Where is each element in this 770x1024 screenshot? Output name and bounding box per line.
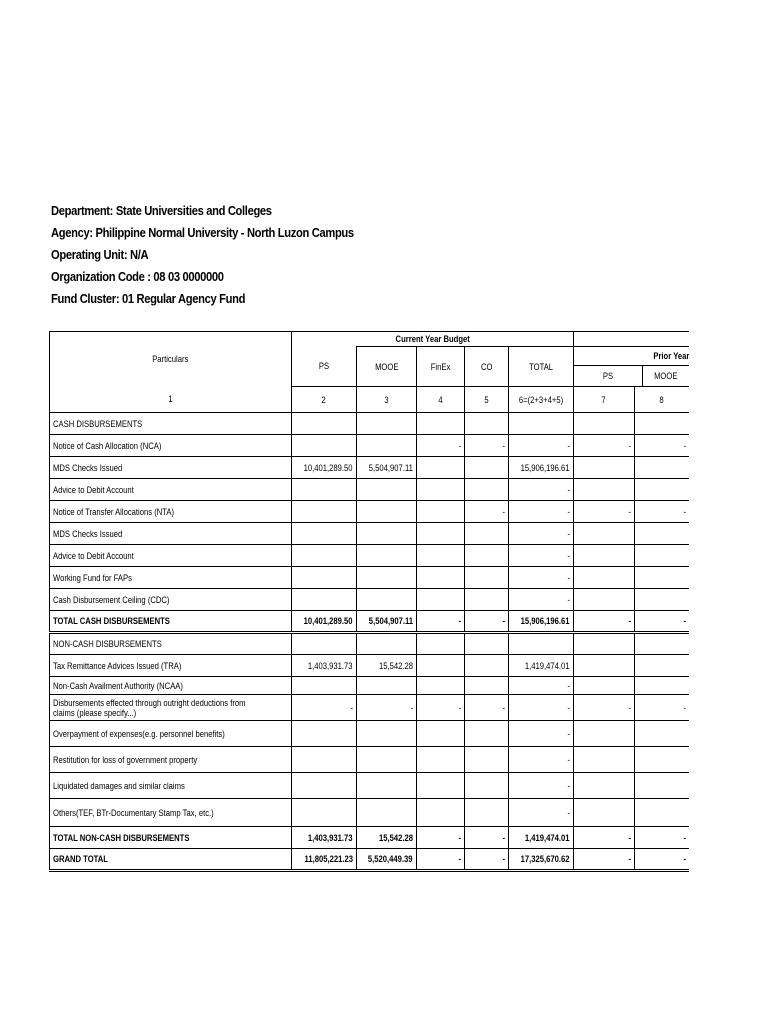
cell-ps: [292, 747, 357, 773]
cell-finex: -: [416, 611, 464, 633]
col-header-ps: PS: [292, 347, 357, 387]
table-row: [50, 545, 690, 567]
cell-pmooe: [634, 721, 689, 747]
table-row: [50, 523, 690, 545]
row-label: TOTAL CASH DISBURSEMENTS: [50, 611, 292, 633]
cell-co: [465, 457, 509, 479]
cell-total: [509, 633, 574, 655]
table-row: [50, 479, 690, 501]
cell-co: [465, 677, 509, 695]
cell-ps: [292, 479, 357, 501]
total-noncash-row: [50, 827, 690, 849]
prior-year-header-spacer: [573, 332, 689, 347]
table-row: [50, 747, 690, 773]
cell-ps: [292, 589, 357, 611]
cell-total: 15,906,196.61: [509, 457, 574, 479]
budget-table-body: [50, 413, 690, 871]
cell-mooe: [356, 501, 416, 523]
table-row: [50, 773, 690, 799]
cell-pps: [573, 523, 634, 545]
cell-finex: [416, 523, 464, 545]
cell-co: [465, 479, 509, 501]
cell-finex: [416, 799, 464, 827]
cell-pps: -: [573, 435, 634, 457]
cell-ps: 10,401,289.50: [292, 457, 357, 479]
cell-pmooe: -: [634, 435, 689, 457]
cell-pps: -: [573, 611, 634, 633]
cell-co: -: [465, 849, 509, 871]
cell-mooe: 15,542.28: [356, 827, 416, 849]
cell-total: [509, 413, 574, 435]
cell-mooe: 15,542.28: [356, 655, 416, 677]
cell-mooe: [356, 589, 416, 611]
cell-co: -: [465, 611, 509, 633]
row-label: Restitution for loss of government property: [50, 747, 292, 773]
cell-co: [465, 655, 509, 677]
report-header: [51, 200, 403, 310]
cell-total: -: [509, 435, 574, 457]
cell-total: -: [509, 695, 574, 721]
col-header-total: TOTAL: [509, 347, 574, 387]
col-number-4: 4: [416, 387, 464, 413]
current-year-budget-header: Current Year Budget: [292, 332, 574, 347]
cell-pps: -: [573, 827, 634, 849]
col-header-mooe: MOOE: [356, 347, 416, 387]
table-row: [50, 655, 690, 677]
cell-pps: -: [573, 849, 634, 871]
cell-ps: 1,403,931.73: [292, 655, 357, 677]
section-heading-row: [50, 413, 690, 435]
cell-finex: -: [416, 695, 464, 721]
cell-finex: [416, 633, 464, 655]
budget-table-viewport: [49, 331, 689, 887]
cell-ps: [292, 413, 357, 435]
table-row: [50, 721, 690, 747]
department-line: Department: State Universities and Colleges: [51, 203, 272, 218]
cell-mooe: [356, 567, 416, 589]
cell-ps: [292, 501, 357, 523]
cell-mooe: 5,504,907.11: [356, 457, 416, 479]
cell-pps: [573, 677, 634, 695]
cell-mooe: [356, 633, 416, 655]
cell-co: [465, 545, 509, 567]
cell-co: [465, 633, 509, 655]
row-label: Cash Disbursement Ceiling (CDC): [50, 589, 292, 611]
cell-pmooe: [634, 545, 689, 567]
cell-total: -: [509, 677, 574, 695]
cell-finex: [416, 501, 464, 523]
row-label: Liquidated damages and similar claims: [50, 773, 292, 799]
cell-finex: [416, 721, 464, 747]
row-label: Advice to Debit Account: [50, 479, 292, 501]
cell-co: [465, 799, 509, 827]
col-header-co: CO: [465, 347, 509, 387]
cell-pps: [573, 721, 634, 747]
row-label: CASH DISBURSEMENTS: [50, 413, 292, 435]
cell-finex: [416, 655, 464, 677]
row-label: Others(TEF, BTr-Documentary Stamp Tax, etc.): [50, 799, 292, 827]
section-heading-row: [50, 633, 690, 655]
row-label: Advice to Debit Account: [50, 545, 292, 567]
cell-pps: [573, 413, 634, 435]
cell-mooe: -: [356, 695, 416, 721]
cell-co: [465, 413, 509, 435]
cell-pmooe: -: [634, 501, 689, 523]
prior-year-label: Prior Year: [652, 351, 689, 361]
cell-pps: -: [573, 695, 634, 721]
cell-mooe: [356, 721, 416, 747]
table-row: [50, 457, 690, 479]
cell-pmooe: [634, 523, 689, 545]
cell-pps: [573, 545, 634, 567]
cell-pmooe: [634, 773, 689, 799]
col-number-2: 2: [292, 387, 357, 413]
cell-mooe: [356, 545, 416, 567]
cell-finex: [416, 567, 464, 589]
cell-ps: [292, 523, 357, 545]
budget-table: [49, 331, 689, 872]
row-label: Disbursements effected through outright deductions from claims (please specify...): [50, 695, 292, 721]
cell-total: -: [509, 747, 574, 773]
cell-co: [465, 773, 509, 799]
cell-mooe: 5,520,449.39: [356, 849, 416, 871]
table-row: [50, 589, 690, 611]
cell-pps: [573, 747, 634, 773]
cell-finex: -: [416, 435, 464, 457]
cell-total: -: [509, 773, 574, 799]
cell-finex: -: [416, 849, 464, 871]
col-header-finex: FinEx: [416, 347, 464, 387]
cell-total: -: [509, 501, 574, 523]
total-cash-row: [50, 611, 690, 633]
cell-total: -: [509, 799, 574, 827]
organization-code-line: Organization Code : 08 03 0000000: [51, 269, 224, 284]
cell-pmooe: [634, 677, 689, 695]
cell-co: [465, 721, 509, 747]
cell-ps: [292, 545, 357, 567]
cell-ps: 11,805,221.23: [292, 849, 357, 871]
row-label: Notice of Transfer Allocations (NTA): [50, 501, 292, 523]
cell-pps: -: [573, 501, 634, 523]
cell-co: [465, 523, 509, 545]
prior-year-subheader: [573, 347, 689, 387]
cell-pmooe: -: [634, 849, 689, 871]
cell-pmooe: [634, 799, 689, 827]
cell-ps: [292, 677, 357, 695]
cell-co: [465, 567, 509, 589]
row-label: Overpayment of expenses(e.g. personnel benefits): [50, 721, 292, 747]
cell-total: 17,325,670.62: [509, 849, 574, 871]
cell-total: 1,419,474.01: [509, 655, 574, 677]
cell-pps: [573, 655, 634, 677]
cell-pps: [573, 457, 634, 479]
cell-mooe: [356, 799, 416, 827]
cell-finex: [416, 413, 464, 435]
row-label: Working Fund for FAPs: [50, 567, 292, 589]
table-row: [50, 677, 690, 695]
cell-total: -: [509, 721, 574, 747]
table-row: [50, 799, 690, 827]
cell-pmooe: -: [634, 695, 689, 721]
cell-ps: [292, 799, 357, 827]
cell-ps: [292, 721, 357, 747]
col-number-1: 1: [50, 387, 292, 413]
cell-finex: [416, 457, 464, 479]
cell-ps: 1,403,931.73: [292, 827, 357, 849]
cell-mooe: 5,504,907.11: [356, 611, 416, 633]
row-label: GRAND TOTAL: [50, 849, 292, 871]
cell-pmooe: [634, 479, 689, 501]
cell-pmooe: -: [634, 611, 689, 633]
cell-mooe: [356, 413, 416, 435]
cell-pps: [573, 799, 634, 827]
cell-finex: [416, 589, 464, 611]
prior-col-header-ps: PS: [574, 366, 643, 386]
cell-pps: [573, 567, 634, 589]
cell-pps: [573, 633, 634, 655]
cell-pmooe: [634, 457, 689, 479]
grand-total-row: [50, 849, 690, 871]
cell-pmooe: [634, 747, 689, 773]
cell-pmooe: [634, 655, 689, 677]
table-row: [50, 501, 690, 523]
operating-unit-line: Operating Unit: N/A: [51, 247, 149, 262]
table-row: [50, 435, 690, 457]
cell-total: -: [509, 589, 574, 611]
agency-line: Agency: Philippine Normal University - North Luzon Campus: [51, 225, 354, 240]
row-label: TOTAL NON-CASH DISBURSEMENTS: [50, 827, 292, 849]
col-number-7: 7: [573, 387, 634, 413]
cell-pps: [573, 773, 634, 799]
cell-pmooe: -: [634, 827, 689, 849]
cell-mooe: [356, 435, 416, 457]
col-number-6: 6=(2+3+4+5): [509, 387, 574, 413]
cell-co: -: [465, 827, 509, 849]
cell-ps: [292, 435, 357, 457]
cell-ps: [292, 773, 357, 799]
cell-mooe: [356, 747, 416, 773]
cell-ps: 10,401,289.50: [292, 611, 357, 633]
particulars-header-cell: [50, 332, 292, 387]
cell-total: 1,419,474.01: [509, 827, 574, 849]
row-label: Non-Cash Availment Authority (NCAA): [50, 677, 292, 695]
cell-pps: [573, 589, 634, 611]
row-label: MDS Checks Issued: [50, 523, 292, 545]
cell-mooe: [356, 773, 416, 799]
cell-finex: [416, 479, 464, 501]
cell-ps: [292, 567, 357, 589]
cell-finex: [416, 747, 464, 773]
cell-finex: [416, 677, 464, 695]
cell-co: -: [465, 435, 509, 457]
cell-ps: [292, 633, 357, 655]
cell-total: -: [509, 479, 574, 501]
cell-mooe: [356, 523, 416, 545]
cell-total: -: [509, 567, 574, 589]
col-number-3: 3: [356, 387, 416, 413]
table-row: [50, 567, 690, 589]
cell-co: [465, 747, 509, 773]
col-number-8: 8: [634, 387, 689, 413]
cell-total: 15,906,196.61: [509, 611, 574, 633]
cell-pmooe: [634, 633, 689, 655]
cell-total: -: [509, 523, 574, 545]
cell-finex: [416, 545, 464, 567]
fund-cluster-line: Fund Cluster: 01 Regular Agency Fund: [51, 291, 246, 306]
cell-total: -: [509, 545, 574, 567]
row-label: Notice of Cash Allocation (NCA): [50, 435, 292, 457]
cell-pmooe: [634, 413, 689, 435]
cell-pmooe: [634, 589, 689, 611]
cell-pps: [573, 479, 634, 501]
cell-co: -: [465, 501, 509, 523]
cell-ps: -: [292, 695, 357, 721]
table-row: [50, 695, 690, 721]
row-label: MDS Checks Issued: [50, 457, 292, 479]
row-label: NON-CASH DISBURSEMENTS: [50, 633, 292, 655]
cell-co: [465, 589, 509, 611]
cell-co: -: [465, 695, 509, 721]
cell-mooe: [356, 677, 416, 695]
row-label: Tax Remittance Advices Issued (TRA): [50, 655, 292, 677]
col-number-5: 5: [465, 387, 509, 413]
prior-col-header-mooe: MOOE: [654, 371, 678, 381]
cell-pmooe: [634, 567, 689, 589]
cell-finex: -: [416, 827, 464, 849]
particulars-label: Particulars: [152, 354, 189, 365]
cell-finex: [416, 773, 464, 799]
cell-mooe: [356, 479, 416, 501]
